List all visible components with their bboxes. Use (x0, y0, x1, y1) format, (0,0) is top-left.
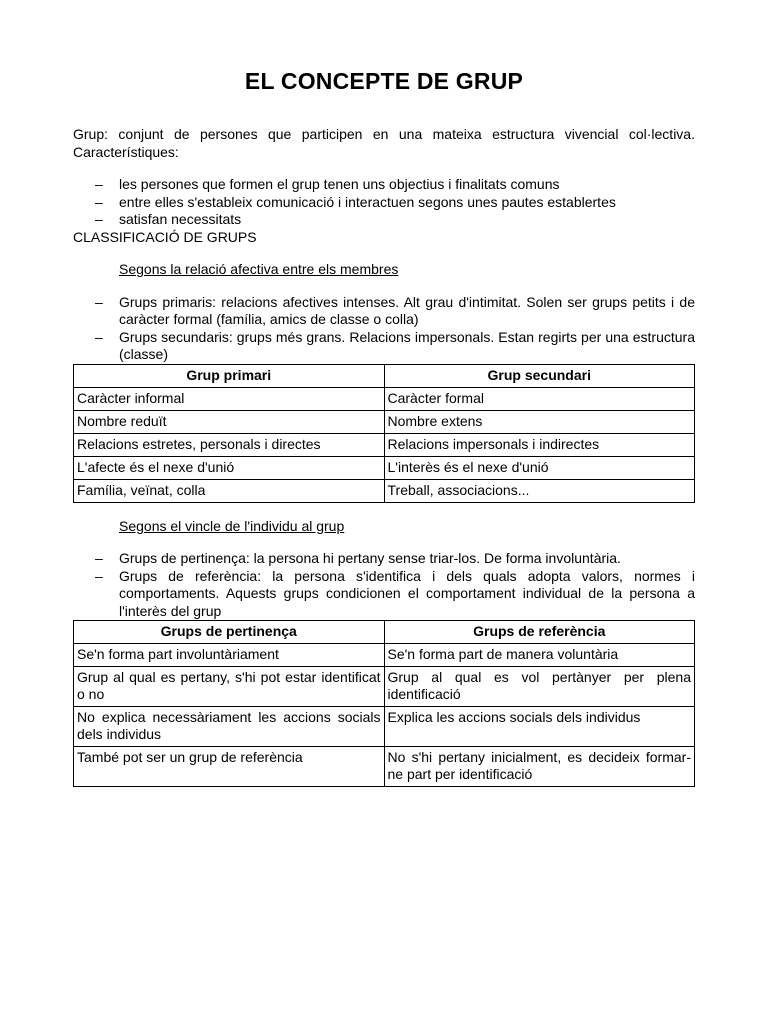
table-cell: Se'n forma part involuntàriament (74, 644, 385, 667)
table-cell: Nombre reduït (74, 410, 385, 433)
dash-bullet: – (95, 293, 103, 310)
table-header-row (74, 621, 695, 644)
section1-subheading: Segons la relació afectiva entre els membres (119, 261, 399, 277)
table-cell: Família, veïnat, colla (74, 479, 385, 502)
group-definition: Grup: conjunt de persones que participen en una mateixa estructura vivencial col·lectiva. (73, 126, 695, 142)
table-cell: L'afecte és el nexe d'unió (74, 456, 385, 479)
intro-paragraph (73, 126, 695, 161)
list-item: – les persones que formen el grup tenen uns objectius i finalitats comuns (95, 176, 560, 192)
section2-subheading: Segons el vincle de l'individu al grup (119, 517, 345, 534)
dash-bullet: – (95, 550, 103, 566)
list-item: – Grups de referència: la persona s'identifica i dels quals adopta valors, normes i comportaments. Aquests grups condicionen el comportament individual de la persona a l'interès del grup (95, 567, 695, 619)
table-cell: Explica les accions socials dels individus (384, 707, 695, 747)
list-item: – Grups secundaris: grups més grans. Relacions impersonals. Estan regirts per una estructura (classe) (95, 328, 695, 362)
table-cell: Relacions estretes, personals i directes (74, 433, 385, 456)
table-header-cell: Grup primari (74, 364, 385, 387)
table-row (74, 644, 695, 667)
table-header-cell: Grup secundari (384, 364, 695, 387)
dash-bullet: – (95, 176, 103, 192)
table-cell: Caràcter informal (74, 387, 385, 410)
document-page (73, 64, 695, 787)
primary-secondary-table (73, 364, 695, 503)
table-row (74, 456, 695, 479)
document-title: EL CONCEPTE DE GRUP (244, 68, 524, 94)
table-cell: Nombre extens (384, 410, 695, 433)
table-header-row (74, 364, 695, 387)
list-item: – satisfan necessitats (95, 211, 242, 227)
dash-bullet: – (95, 567, 103, 584)
list-item: – Grups primaris: relacions afectives intenses. Alt grau d'intimitat. Solen ser grups petits i de caràcter formal (família, amics de classe o colla) (95, 293, 695, 327)
table-header-cell: Grups de pertinença (74, 621, 385, 644)
table-cell: L'interès és el nexe d'unió (384, 456, 695, 479)
characteristics-label: Característiques: (73, 143, 179, 160)
table-row (74, 747, 695, 787)
table-cell: Relacions impersonals i indirectes (384, 433, 695, 456)
table-row (74, 479, 695, 502)
table-header-cell: Grups de referència (384, 621, 695, 644)
section1-list (73, 294, 695, 364)
table-cell: També pot ser un grup de referència (74, 747, 385, 787)
table-row (74, 387, 695, 410)
dash-bullet: – (95, 193, 103, 210)
table-cell: Grup al qual es pertany, s'hi pot estar identificat o no (74, 667, 385, 707)
table-cell: No s'hi pertany inicialment, es decideix formar-ne part per identificació (384, 747, 695, 787)
dash-bullet: – (95, 328, 103, 345)
table-row (74, 667, 695, 707)
table-row (74, 410, 695, 433)
table-cell: Caràcter formal (384, 387, 695, 410)
classification-heading: CLASSIFICACIÓ DE GRUPS (73, 228, 257, 245)
table-cell: No explica necessàriament les accions socials dels individus (74, 707, 385, 747)
dash-bullet: – (95, 211, 103, 227)
list-item: – Grups de pertinença: la persona hi pertany sense triar-los. De forma involuntària. (95, 550, 621, 566)
list-item: – entre elles s'estableix comunicació i interactuen segons unes pautes establertes (95, 193, 616, 210)
table-row (74, 433, 695, 456)
table-cell: Treball, associacions... (384, 479, 695, 502)
table-cell: Se'n forma part de manera voluntària (384, 644, 695, 667)
table-cell: Grup al qual es vol pertànyer per plena identificació (384, 667, 695, 707)
membership-reference-table (73, 620, 695, 787)
section2-list (73, 550, 695, 620)
table-row (74, 707, 695, 747)
characteristics-list (73, 176, 695, 229)
